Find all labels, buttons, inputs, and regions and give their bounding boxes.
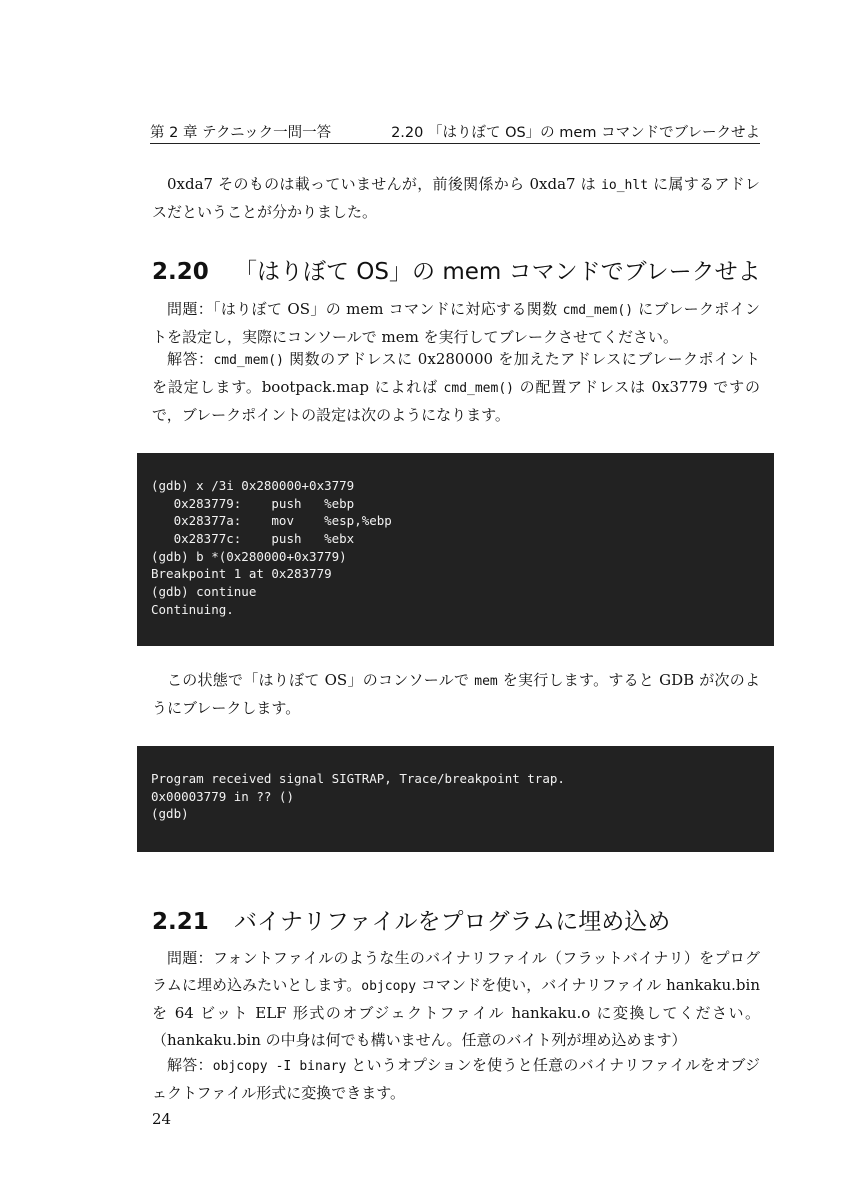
code-line: Continuing. <box>151 601 234 617</box>
inline-code: cmd_mem() <box>562 303 634 318</box>
middle-paragraph: この状態で「はりぼて OS」のコンソールで mem を実行します。すると GDB が次のようにブレークします。 <box>152 671 761 717</box>
inline-code: mem <box>474 674 498 689</box>
gdb-code-block <box>137 453 774 646</box>
inline-code: cmd_mem() <box>213 353 284 368</box>
section-number: 2.20 <box>152 259 209 285</box>
answer-paragraph: 解答：cmd_mem() 関数のアドレスに 0x280000 を加えたアドレスにブレークポイントを設定します。bootpack.map によれば cmd_mem() の配置アドレスは 0x3779 ですので，ブレークポイントの設定は次のようになります。 <box>152 350 760 424</box>
code-line: (gdb) x /3i 0x280000+0x3779 <box>151 478 355 493</box>
code-line: Breakpoint 1 at 0x283779 <box>151 566 332 582</box>
section-number: 2.21 <box>152 909 209 935</box>
section-heading-2-21 <box>152 903 670 936</box>
page-number: 24 <box>152 1110 172 1128</box>
answer-paragraph: 解答：objcopy -I binary というオプションを使うと任意のバイナリファイルをオブジェクトファイル形式に変換できます。 <box>152 1056 760 1102</box>
code-line: 0x28377a: mov %esp,%ebp <box>151 513 392 529</box>
running-header <box>150 121 760 144</box>
section-title: 2.20 「はりぼて OS」の mem コマンドでブレークせよ <box>391 125 760 141</box>
code-line: Program received signal SIGTRAP, Trace/breakpoint trap. <box>151 771 565 786</box>
code-line: 0x283779: push %ebp <box>151 495 355 511</box>
inline-code: objcopy -I binary <box>212 1059 347 1074</box>
inline-code: cmd_mem() <box>443 381 514 396</box>
code-line: 0x00003779 in ?? () <box>151 788 294 804</box>
section-heading-title: 「はりぼて OS」の mem コマンドでブレークせよ <box>234 259 761 285</box>
inline-code: io_hlt <box>601 178 649 193</box>
section-heading-2-20 <box>152 253 761 286</box>
code-line: (gdb) b *(0x280000+0x3779) <box>151 548 347 564</box>
code-line: (gdb) continue <box>151 584 257 600</box>
code-line: (gdb) <box>151 806 189 822</box>
gdb-output-block <box>137 746 774 852</box>
question-paragraph: 問題：「はりぼて OS」の mem コマンドに対応する関数 cmd_mem() にブレークポイントを設定し，実際にコンソールで mem を実行してブレークさせてください。 <box>152 300 760 346</box>
intro-paragraph: 0xda7 そのものは載っていませんが，前後関係から 0xda7 は io_hlt に属するアドレスだということが分かりました。 <box>152 175 760 221</box>
chapter-title: 第 2 章 テクニック一問一答 <box>150 125 332 141</box>
question-paragraph: 問題：フォントファイルのような生のバイナリファイル（フラットバイナリ）をプログラムに埋め込みたいとします。objcopy コマンドを使い，バイナリファイル hankaku.bin を 64 ビット ELF 形式のオブジェクトファイル hankaku.o に変換してください。（hankaku.bin の中身は何でも構いません。任意のバイト列が埋め込めます） <box>152 949 760 1049</box>
inline-code: objcopy <box>361 979 417 994</box>
section-heading-title: バイナリファイルをプログラムに埋め込め <box>234 909 671 935</box>
code-line: 0x28377c: push %ebx <box>151 531 355 547</box>
